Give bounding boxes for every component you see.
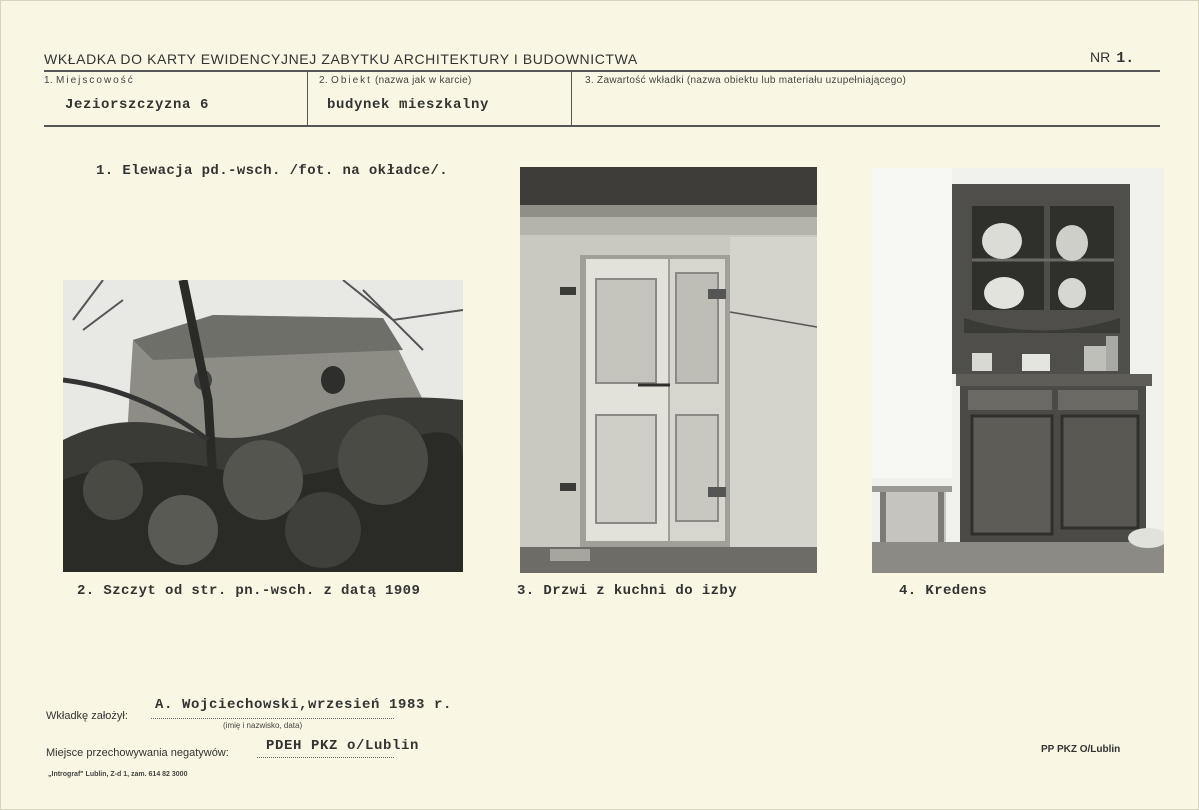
- sheet-number-value: 1.: [1116, 50, 1135, 67]
- sheet-number: [1090, 49, 1134, 67]
- object-value: budynek mieszkalny: [327, 97, 490, 113]
- header-divider-2: [571, 72, 572, 126]
- item-1-caption: 1. Elewacja pd.-wsch. /fot. na okładce/.: [96, 163, 449, 179]
- item-3-caption: 3. Drzwi z kuchni do izby: [517, 583, 738, 599]
- header-divider-1: [307, 72, 308, 126]
- author-value: A. Wojciechowski,wrzesień 1983 r.: [155, 697, 453, 713]
- header-bottom-rule: [44, 125, 1160, 127]
- sheet-number-label: NR: [1090, 49, 1111, 65]
- header-top-rule: [44, 70, 1160, 72]
- item-2-caption: 2. Szczyt od str. pn.-wsch. z datą 1909: [77, 583, 421, 599]
- item-4-caption: 4. Kredens: [899, 583, 988, 599]
- institution-stamp: PP PKZ O/Lublin: [1041, 744, 1121, 755]
- locality-label: 1. Miejscowość: [44, 75, 135, 86]
- negatives-dotted-line: [257, 757, 394, 758]
- photo-kitchen-dresser: [872, 168, 1164, 573]
- negatives-label: Miejsce przechowywania negatywów:: [46, 747, 229, 759]
- printer-imprint: „Intrograf" Lublin, Z-d 1, zam. 614 82 3000: [48, 771, 188, 778]
- sheet-title: WKŁADKA DO KARTY EWIDENCYJNEJ ZABYTKU ARCHITEKTURY I BUDOWNICTWA: [44, 51, 638, 67]
- photo-wooden-door: [520, 167, 817, 573]
- object-label: 2. Obiekt (nazwa jak w karcie): [319, 75, 472, 86]
- author-sublabel: (imię i nazwisko, data): [223, 721, 303, 730]
- locality-value: Jeziorszczyzna 6: [65, 97, 210, 113]
- content-label: 3. Zawartość wkładki (nazwa obiektu lub materiału uzupełniającego): [585, 75, 907, 86]
- author-label: Wkładkę założył:: [46, 710, 128, 722]
- photo-gable-wall: [63, 280, 463, 572]
- author-dotted-line: [151, 718, 394, 719]
- negatives-value: PDEH PKZ o/Lublin: [266, 738, 420, 754]
